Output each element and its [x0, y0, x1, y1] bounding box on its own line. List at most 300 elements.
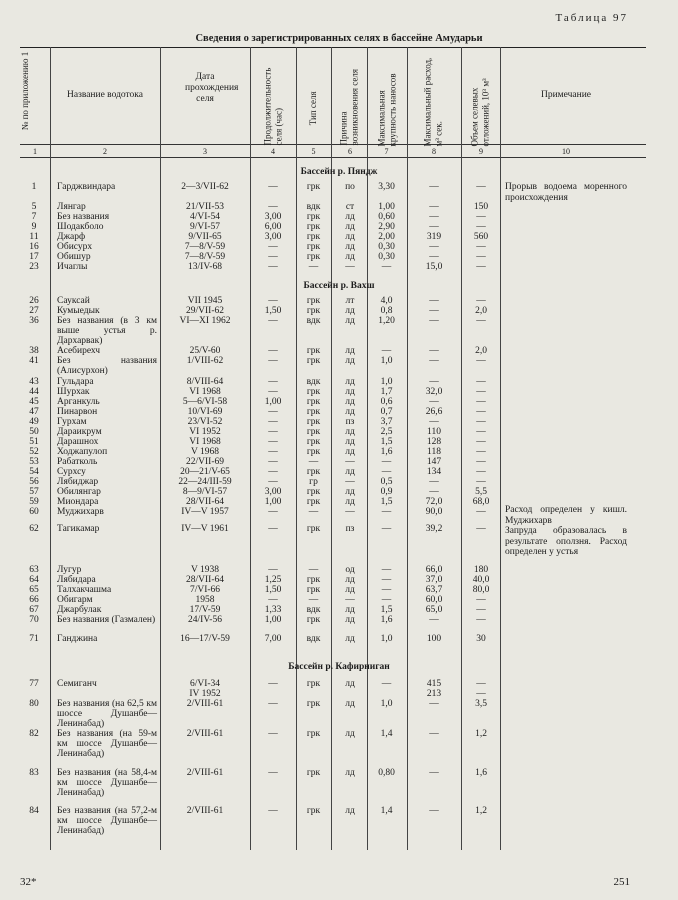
table-cell: Гульдара — [57, 377, 94, 387]
col-number: 10 — [562, 147, 570, 156]
table-cell: лд — [345, 397, 355, 407]
table-cell: 82 — [29, 729, 39, 739]
table-cell: — — [268, 427, 278, 437]
table-cell: 2/VIII-61 — [186, 699, 224, 709]
table-cell: Лугур — [57, 565, 82, 575]
table-cell: 7,00 — [264, 634, 282, 644]
col-number: 9 — [479, 147, 483, 156]
table-cell: лд — [345, 222, 355, 232]
table-cell: лд — [345, 427, 355, 437]
table-cell: грк — [306, 467, 321, 477]
table-cell: Арганкуль — [57, 397, 100, 407]
table-cell: лд — [345, 634, 355, 644]
table-cell: по — [345, 182, 355, 192]
table-cell: Лябидара — [57, 575, 96, 585]
table-cell: 7/VI-66 — [189, 585, 221, 595]
table-cell: грк — [306, 387, 321, 397]
table-cell: 41 — [29, 356, 39, 366]
table-cell: Дараикрум — [57, 427, 102, 437]
table-cell: 30 — [476, 634, 486, 644]
table-cell: 56 — [29, 477, 39, 487]
table-cell: лд — [345, 316, 355, 326]
table-cell: грк — [306, 222, 321, 232]
table-cell: 0,80 — [378, 768, 395, 778]
table-cell: — — [308, 565, 319, 575]
table-cell: 84 — [29, 806, 39, 816]
table-cell: 1,5 — [380, 605, 393, 615]
table-cell: 2/VIII-61 — [186, 768, 224, 778]
table-cell: — — [476, 296, 486, 306]
table-cell: вдк — [306, 202, 321, 212]
table-cell: 27 — [29, 306, 39, 316]
table-cell: 71 — [29, 634, 39, 644]
table-cell: 1,00 — [264, 615, 282, 625]
table-cell: вдк — [306, 316, 321, 326]
table-cell: вдк — [306, 377, 321, 387]
table-cell: — — [268, 457, 278, 467]
table-cell: — — [476, 595, 486, 605]
table-cell: — — [268, 202, 278, 212]
table-cell: — — [381, 565, 392, 575]
table-cell: — — [429, 242, 439, 252]
table-cell: 1,6 — [475, 768, 487, 778]
table-cell: 47 — [29, 407, 39, 417]
table-cell: — — [308, 262, 319, 272]
table-cell: Ичаглы — [57, 262, 88, 272]
table-cell: — — [268, 524, 278, 534]
table-cell: — — [268, 806, 278, 816]
table-cell: 0,30 — [378, 252, 395, 262]
table-cell: — — [476, 356, 486, 366]
table-cell: Шурхак — [57, 387, 90, 397]
table-cell: Кумыедык — [57, 306, 100, 316]
table-cell: — — [429, 222, 439, 232]
header-bottom-rule — [20, 157, 646, 158]
table-cell: 54 — [29, 467, 39, 477]
header-type: Тип селя — [307, 91, 318, 126]
table-cell: 2,0 — [475, 346, 487, 356]
table-cell: 60 — [29, 507, 39, 517]
table-cell: 1,7 — [380, 387, 393, 397]
table-cell: лд — [345, 605, 355, 615]
table-cell: грк — [306, 212, 321, 222]
table-cell: Талхакчашма — [57, 585, 112, 595]
table-cell: — — [429, 182, 439, 192]
table-cell: 37,0 — [425, 575, 443, 585]
table-cell: Семиганч — [57, 679, 97, 689]
table-cell: 28/VII-64 — [186, 497, 224, 507]
table-cell: лд — [345, 447, 355, 457]
table-cell: — — [268, 417, 278, 427]
table-cell: 1,25 — [264, 575, 282, 585]
table-cell: 26 — [29, 296, 39, 306]
table-cell: 0,30 — [378, 242, 395, 252]
table-cell: 13/IV-68 — [188, 262, 222, 272]
table-cell: 11 — [29, 232, 39, 242]
table-cell: грк — [306, 729, 321, 739]
col-number: 7 — [384, 147, 389, 156]
table-cell: 118 — [427, 447, 441, 457]
table-cell: — — [476, 524, 486, 534]
table-cell: — — [381, 457, 392, 467]
table-cell: — — [476, 252, 486, 262]
table-cell: IV 1952 — [189, 689, 221, 699]
col-number: 5 — [311, 147, 316, 156]
table-cell: 72,0 — [425, 497, 443, 507]
table-cell: 83 — [29, 768, 39, 778]
table-cell: 16 — [29, 242, 39, 252]
table-cell: — — [476, 387, 486, 397]
table-cell: 2,90 — [378, 222, 395, 232]
header-volume: Объем селевых отложений, 10³ м³ — [469, 78, 490, 147]
col-number: 2 — [103, 147, 107, 156]
table-cell: лд — [345, 407, 355, 417]
header-note: Примечание — [540, 90, 592, 100]
table-cell: 25/V-60 — [189, 346, 221, 356]
table-cell: 1/VIII-62 — [186, 356, 224, 366]
table-cell: грк — [306, 417, 321, 427]
table-cell: 66,0 — [425, 565, 443, 575]
table-cell: — — [381, 585, 392, 595]
table-cell: 57 — [29, 487, 39, 497]
table-cell: — — [476, 615, 486, 625]
table-cell: 15,0 — [425, 262, 443, 272]
table-cell: 0,8 — [380, 306, 393, 316]
table-cell: лд — [345, 377, 355, 387]
table-cell: 17 — [29, 252, 39, 262]
table-cell: — — [268, 595, 278, 605]
table-cell: 67 — [29, 605, 39, 615]
table-cell: лд — [345, 467, 355, 477]
table-cell: Без названия (на 59-м км шоссе Душанбе—Ленинабад) — [57, 729, 157, 759]
table-label: Таблица 97 — [555, 12, 628, 24]
table-cell: — — [429, 356, 439, 366]
table-cell: 0,7 — [380, 407, 393, 417]
table-cell: — — [429, 768, 439, 778]
note: Расход определен у кишл. Муджихарв — [505, 505, 627, 526]
table-cell: — — [429, 296, 439, 306]
table-cell: 60,0 — [425, 595, 443, 605]
table-cell: 134 — [426, 467, 442, 477]
col-number: 3 — [203, 147, 207, 156]
table-cell: — — [476, 262, 486, 272]
table-cell: 43 — [29, 377, 39, 387]
header-duration: Продолжительность селя (час) — [262, 67, 283, 146]
table-cell: — — [268, 507, 278, 517]
table-cell: 32,0 — [425, 387, 443, 397]
table-cell: — — [381, 262, 392, 272]
table-cell: лд — [345, 487, 355, 497]
table-cell: — — [381, 507, 392, 517]
table-cell: 44 — [29, 387, 39, 397]
page-number: 251 — [613, 876, 630, 888]
table-cell: 5,5 — [475, 487, 487, 497]
table-cell: 3,00 — [264, 212, 282, 222]
table-cell: 4/VI-54 — [189, 212, 221, 222]
basin-title: Бассейн р. Пяндж — [300, 167, 378, 177]
table-cell: лд — [345, 346, 355, 356]
table-cell: — — [476, 507, 486, 517]
table-cell: 0,60 — [378, 212, 395, 222]
table-cell: 65 — [29, 585, 39, 595]
table-cell: — — [268, 242, 278, 252]
table-cell: — — [308, 457, 319, 467]
table-cell: 1,6 — [380, 615, 393, 625]
table-cell: 560 — [473, 232, 489, 242]
table-cell: Пинарвон — [57, 407, 98, 417]
header-grain: Максимальная крупность наносов — [376, 73, 397, 147]
table-cell: 17/V-59 — [189, 605, 221, 615]
table-cell: — — [268, 699, 278, 709]
table-cell: 20—21/V-65 — [180, 467, 230, 477]
header-discharge: Максимальный расход, м³ сек. — [422, 57, 443, 147]
note: Запруда образовалась в результате оползня. Расход определен у устья — [505, 526, 627, 557]
table-cell: — — [268, 729, 278, 739]
table-cell: Обишур — [57, 252, 91, 262]
table-cell: — — [268, 407, 278, 417]
table-cell: пз — [345, 524, 355, 534]
table-cell: 36 — [29, 316, 39, 326]
table-cell: — — [476, 605, 486, 615]
table-cell: — — [381, 575, 392, 585]
table-cell: 2/VIII-61 — [186, 806, 224, 816]
table-cell: 0,5 — [380, 477, 393, 487]
table-cell: 2/VIII-61 — [186, 729, 224, 739]
table-cell: 68,0 — [472, 497, 490, 507]
table-cell: 26,6 — [425, 407, 443, 417]
table-cell: 52 — [29, 447, 39, 457]
table-cell: 40,0 — [472, 575, 490, 585]
table-cell: — — [429, 202, 439, 212]
table-cell: Ганджина — [57, 634, 98, 644]
table-cell: 1,50 — [264, 306, 282, 316]
table-cell: Сурхсу — [57, 467, 86, 477]
table-cell: — — [268, 768, 278, 778]
table-cell: Гурхам — [57, 417, 87, 427]
table-cell: лд — [345, 242, 355, 252]
table-cell: — — [268, 387, 278, 397]
table-cell: 1,5 — [380, 497, 393, 507]
table-cell: грк — [306, 242, 321, 252]
header-mid-rule — [20, 144, 646, 145]
table-cell: 1,20 — [378, 316, 395, 326]
table-cell: грк — [306, 306, 321, 316]
table-cell: 128 — [426, 437, 442, 447]
table-cell: — — [429, 212, 439, 222]
table-cell: грк — [306, 679, 321, 689]
table-cell: 1,33 — [264, 605, 282, 615]
table-cell: грк — [306, 806, 321, 816]
table-cell: 180 — [473, 565, 489, 575]
table-cell: — — [476, 437, 486, 447]
table-cell: — — [268, 565, 278, 575]
table-cell: Джарф — [57, 232, 86, 242]
table-cell: — — [476, 377, 486, 387]
table-cell: 2,00 — [378, 232, 395, 242]
table-cell: 66 — [29, 595, 39, 605]
table-cell: 29/VII-62 — [186, 306, 224, 316]
table-cell: 1 — [31, 182, 37, 192]
table-cell: 39,2 — [425, 524, 443, 534]
table-cell: лд — [345, 356, 355, 366]
table-cell: 8/VIII-64 — [186, 377, 224, 387]
table-cell: 59 — [29, 497, 39, 507]
table-cell: — — [345, 595, 355, 605]
table-cell: — — [429, 252, 439, 262]
table-cell: 1,6 — [380, 447, 393, 457]
table-cell: грк — [306, 296, 321, 306]
table-cell: Лябиджар — [57, 477, 99, 487]
table-cell: — — [429, 397, 439, 407]
table-cell: 8—9/VI-57 — [182, 487, 228, 497]
table-cell: — — [381, 346, 392, 356]
table-cell: 7—8/V-59 — [184, 252, 226, 262]
table-cell: — — [429, 417, 439, 427]
table-cell: — — [476, 316, 486, 326]
table-cell: 1,0 — [380, 356, 393, 366]
table-cell: VI 1968 — [189, 437, 221, 447]
table-cell: 63,7 — [425, 585, 443, 595]
table-cell: грк — [306, 524, 321, 534]
table-cell: 5—6/VI-58 — [182, 397, 228, 407]
table-cell: — — [429, 306, 439, 316]
table-cell: — — [476, 242, 486, 252]
table-cell: од — [345, 565, 355, 575]
table-cell: 80 — [29, 699, 39, 709]
table-cell: V 1968 — [190, 447, 220, 457]
table-cell: 22/VII-69 — [186, 457, 224, 467]
table-cell: вдк — [306, 634, 321, 644]
table-cell: 63 — [29, 565, 39, 575]
table-cell: 23/VI-52 — [187, 417, 223, 427]
table-cell: Без названия (Газмален) — [57, 615, 156, 625]
table-cell: Ходжапулоп — [57, 447, 108, 457]
table-cell: 1,0 — [380, 377, 393, 387]
table-cell: — — [268, 316, 278, 326]
table-cell: — — [429, 806, 439, 816]
table-cell: 10/VI-69 — [187, 407, 223, 417]
table-cell: — — [476, 447, 486, 457]
table-cell: — — [345, 477, 355, 487]
table-cell: 38 — [29, 346, 39, 356]
table-cell: Шодакболо — [57, 222, 104, 232]
table-cell: Без названия (на 62,5 км шоссе Душанбе—Ленинабад) — [57, 699, 157, 729]
table-cell: Без названия (на 57,2-м км шоссе Душанбе—Ленинабад) — [57, 806, 157, 836]
table-cell: — — [381, 467, 392, 477]
table-cell: 28/VII-64 — [186, 575, 224, 585]
table-cell: лд — [345, 437, 355, 447]
table-cell: — — [381, 595, 392, 605]
table-cell: — — [268, 467, 278, 477]
table-cell: — — [308, 595, 319, 605]
table-cell: лд — [345, 575, 355, 585]
table-cell: — — [476, 397, 486, 407]
table-cell: 2—3/VII-62 — [181, 182, 229, 192]
table-cell: — — [429, 487, 439, 497]
table-cell: гр — [309, 477, 318, 487]
table-cell: 147 — [426, 457, 442, 467]
table-cell: 6/VI-34 — [189, 679, 221, 689]
table-cell: лд — [345, 768, 355, 778]
table-cell: — — [476, 222, 486, 232]
table-cell: 213 — [426, 689, 442, 699]
table-cell: 1,0 — [380, 699, 393, 709]
table-cell: лд — [345, 615, 355, 625]
table-cell: — — [476, 689, 486, 699]
table-cell: — — [476, 467, 486, 477]
table-cell: 2,5 — [380, 427, 393, 437]
table-cell: — — [429, 346, 439, 356]
table-cell: 7 — [31, 212, 37, 222]
table-cell: грк — [306, 575, 321, 585]
col-number: 4 — [271, 147, 275, 156]
table-cell: — — [345, 457, 355, 467]
header-name: Название водотока — [67, 90, 143, 100]
table-cell: — — [345, 507, 355, 517]
table-cell: 77 — [29, 679, 39, 689]
table-cell: лд — [345, 212, 355, 222]
table-cell: 62 — [29, 524, 39, 534]
table-title: Сведения о зарегистрированных селях в бассейне Амударьи — [195, 33, 483, 44]
table-cell: — — [476, 417, 486, 427]
table-cell: 45 — [29, 397, 39, 407]
table-cell: 80,0 — [472, 585, 490, 595]
header-no: № по приложению 1 — [19, 51, 30, 131]
table-cell: грк — [306, 585, 321, 595]
table-cell: V 1938 — [190, 565, 220, 575]
table-cell: 3,00 — [264, 487, 282, 497]
col-number: 8 — [432, 147, 436, 156]
table-cell: — — [429, 316, 439, 326]
table-cell: 1,00 — [264, 497, 282, 507]
table-cell: 1,2 — [475, 729, 487, 739]
table-cell: 3,7 — [380, 417, 393, 427]
col-number: 1 — [33, 147, 37, 156]
table-cell: лд — [345, 387, 355, 397]
table-cell: Обилянгар — [57, 487, 101, 497]
table-cell: 1,50 — [264, 585, 282, 595]
table-cell: грк — [306, 356, 321, 366]
table-cell: грк — [306, 615, 321, 625]
table-cell: лд — [345, 252, 355, 262]
table-cell: Рабатколь — [57, 457, 98, 467]
table-cell: лд — [345, 232, 355, 242]
table-cell: VI 1952 — [189, 427, 221, 437]
table-cell: лд — [345, 679, 355, 689]
table-cell: Муджихарв — [57, 507, 104, 517]
table-cell: — — [268, 356, 278, 366]
table-cell: — — [476, 457, 486, 467]
table-cell: — — [476, 212, 486, 222]
table-cell: грк — [306, 182, 321, 192]
table-cell: VII 1945 — [187, 296, 223, 306]
table-cell: IV—V 1957 — [181, 507, 229, 517]
table-cell: Обисурх — [57, 242, 93, 252]
table-cell: — — [429, 615, 439, 625]
table-cell: лд — [345, 806, 355, 816]
table-cell: — — [268, 437, 278, 447]
table-cell: — — [429, 377, 439, 387]
table-cell: грк — [306, 407, 321, 417]
table-cell: 110 — [427, 427, 441, 437]
table-cell: 9/VII-65 — [188, 232, 222, 242]
table-cell: грк — [306, 447, 321, 457]
table-cell: лд — [345, 306, 355, 316]
table-cell: 23 — [29, 262, 39, 272]
table-cell: грк — [306, 397, 321, 407]
table-cell: 3,30 — [378, 182, 395, 192]
table-cell: — — [476, 679, 486, 689]
